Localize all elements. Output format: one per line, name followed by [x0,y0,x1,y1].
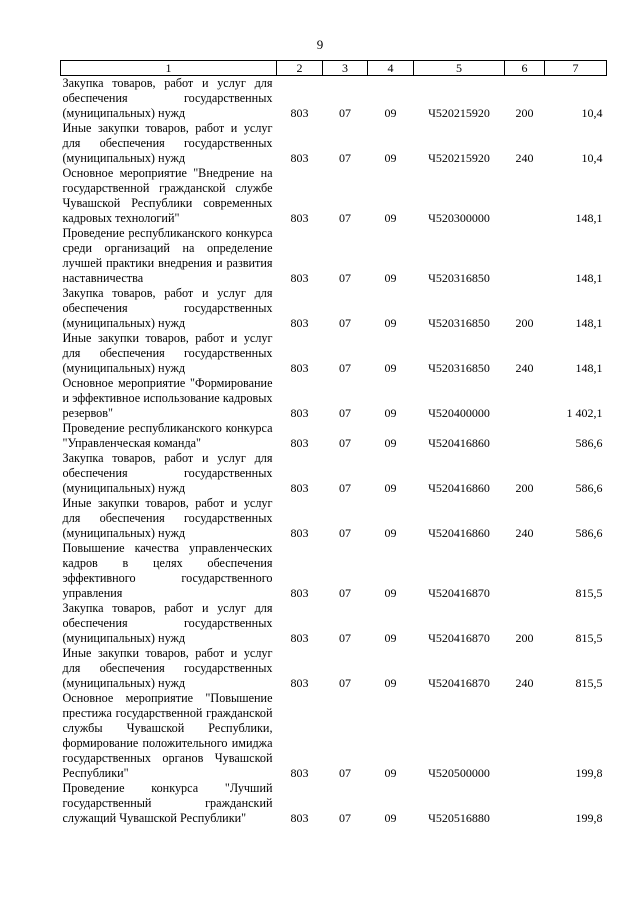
table-row [61,451,607,496]
item-name: Повышение качества управленческих кадров в целях обеспечения эффективного государственного управления [62,541,273,600]
amount: 148,1 [575,271,603,285]
table-row [61,781,607,826]
target-article-code: Ч520416860 [428,481,490,495]
table-row [61,421,607,451]
amount: 148,1 [575,211,603,225]
target-article-code: Ч520416870 [428,676,490,690]
target-article-code: Ч520316850 [428,271,490,285]
amount: 815,5 [575,676,603,690]
subsection-code: 09 [384,811,397,825]
table-row [61,331,607,376]
table-row [61,376,607,421]
expense-type-code: 240 [515,676,534,690]
table-body [61,76,607,827]
section-code: 07 [339,211,351,225]
table-row [61,121,607,166]
target-article-code: Ч520500000 [428,766,490,780]
subsection-code: 09 [384,151,397,165]
ministry-code: 803 [290,811,309,825]
expense-type-code: 200 [515,631,534,645]
item-name: Закупка товаров, работ и услуг для обеспечения государственных (муниципальных) нужд [62,451,273,495]
expense-type-code [505,421,545,451]
target-article-code: Ч520416870 [428,586,490,600]
section-code: 07 [339,271,351,285]
subsection-code: 09 [384,271,397,285]
column-header: 2 [277,61,323,76]
subsection-code: 09 [384,766,397,780]
target-article-code: Ч520316850 [428,316,490,330]
target-article-code: Ч520416870 [428,631,490,645]
subsection-code: 09 [384,436,397,450]
table-row [61,601,607,646]
amount: 199,8 [575,766,603,780]
section-code: 07 [339,151,351,165]
expense-type-code: 240 [515,361,534,375]
subsection-code: 09 [384,316,397,330]
expense-type-code [505,376,545,421]
amount: 148,1 [575,316,603,330]
ministry-code: 803 [290,406,309,420]
subsection-code: 09 [384,406,397,420]
target-article-code: Ч520416860 [428,526,490,540]
amount: 10,4 [581,151,603,165]
ministry-code: 803 [290,361,309,375]
section-code: 07 [339,436,351,450]
ministry-code: 803 [290,676,309,690]
table-row [61,541,607,601]
table-row [61,226,607,286]
page-number: 9 [316,37,324,52]
item-name: Основное мероприятие "Формирование и эффективное использование кадровых резервов" [62,376,273,420]
table-row [61,646,607,691]
item-name: Проведение конкурса "Лучший государственный гражданский служащий Чувашской Республики" [62,781,273,825]
amount: 815,5 [575,631,603,645]
item-name: Иные закупки товаров, работ и услуг для обеспечения государственных (муниципальных) нужд [62,121,273,165]
expense-type-code: 200 [515,106,534,120]
column-header: 3 [323,61,368,76]
amount: 586,6 [575,526,603,540]
target-article-code: Ч520300000 [428,211,490,225]
subsection-code: 09 [384,211,397,225]
ministry-code: 803 [290,436,309,450]
expense-type-code [505,166,545,226]
column-header: 7 [545,61,607,76]
ministry-code: 803 [290,586,309,600]
ministry-code: 803 [290,211,309,225]
section-code: 07 [339,766,351,780]
column-header: 5 [414,61,505,76]
section-code: 07 [339,106,351,120]
ministry-code: 803 [290,526,309,540]
section-code: 07 [339,586,351,600]
amount: 586,6 [575,436,603,450]
expense-type-code [505,781,545,826]
ministry-code: 803 [290,631,309,645]
amount: 815,5 [575,586,603,600]
section-code: 07 [339,316,351,330]
amount: 586,6 [575,481,603,495]
item-name: Проведение республиканского конкурса среди организаций на определение лучшей практики внедрения и развития наставничества [62,226,273,285]
amount: 1 402,1 [566,406,603,420]
subsection-code: 09 [384,676,397,690]
amount: 199,8 [575,811,603,825]
table-header [61,61,607,76]
item-name: Закупка товаров, работ и услуг для обеспечения государственных (муниципальных) нужд [62,601,273,645]
table-row [61,691,607,781]
item-name: Иные закупки товаров, работ и услуг для обеспечения государственных (муниципальных) нужд [62,496,273,540]
subsection-code: 09 [384,481,397,495]
ministry-code: 803 [290,151,309,165]
expense-type-code: 240 [515,526,534,540]
column-header: 4 [368,61,414,76]
item-name: Иные закупки товаров, работ и услуг для обеспечения государственных (муниципальных) нужд [62,646,273,690]
amount: 148,1 [575,361,603,375]
expense-type-code [505,541,545,601]
ministry-code: 803 [290,316,309,330]
column-header: 1 [61,61,277,76]
subsection-code: 09 [384,526,397,540]
subsection-code: 09 [384,106,397,120]
expense-type-code: 200 [515,316,534,330]
table-row [61,166,607,226]
ministry-code: 803 [290,766,309,780]
section-code: 07 [339,631,351,645]
target-article-code: Ч520400000 [428,406,490,420]
expense-type-code: 240 [515,151,534,165]
target-article-code: Ч520215920 [428,106,490,120]
target-article-code: Ч520516880 [428,811,490,825]
expense-type-code [505,691,545,781]
item-name: Проведение республиканского конкурса "Управленческая команда" [62,421,273,450]
table-row [61,76,607,122]
amount: 10,4 [581,106,603,120]
header-row [61,61,607,76]
item-name: Основное мероприятие "Повышение престижа государственной гражданской службы Чувашской Республики, формирование положительного имиджа государственных органов Чувашской Республики" [62,691,273,780]
section-code: 07 [339,811,351,825]
section-code: 07 [339,676,351,690]
subsection-code: 09 [384,631,397,645]
budget-table [60,60,607,826]
subsection-code: 09 [384,361,397,375]
expense-type-code [505,226,545,286]
item-name: Основное мероприятие "Внедрение на государственной гражданской службе Чувашской Республики современных кадровых технологий" [62,166,273,225]
item-name: Иные закупки товаров, работ и услуг для обеспечения государственных (муниципальных) нужд [62,331,273,375]
target-article-code: Ч520215920 [428,151,490,165]
section-code: 07 [339,361,351,375]
expense-type-code: 200 [515,481,534,495]
item-name: Закупка товаров, работ и услуг для обеспечения государственных (муниципальных) нужд [62,286,273,330]
table-row [61,496,607,541]
ministry-code: 803 [290,271,309,285]
subsection-code: 09 [384,586,397,600]
ministry-code: 803 [290,481,309,495]
item-name: Закупка товаров, работ и услуг для обеспечения государственных (муниципальных) нужд [62,76,273,120]
section-code: 07 [339,406,351,420]
target-article-code: Ч520316850 [428,361,490,375]
table-row [61,286,607,331]
column-header: 6 [505,61,545,76]
section-code: 07 [339,481,351,495]
ministry-code: 803 [290,106,309,120]
target-article-code: Ч520416860 [428,436,490,450]
section-code: 07 [339,526,351,540]
